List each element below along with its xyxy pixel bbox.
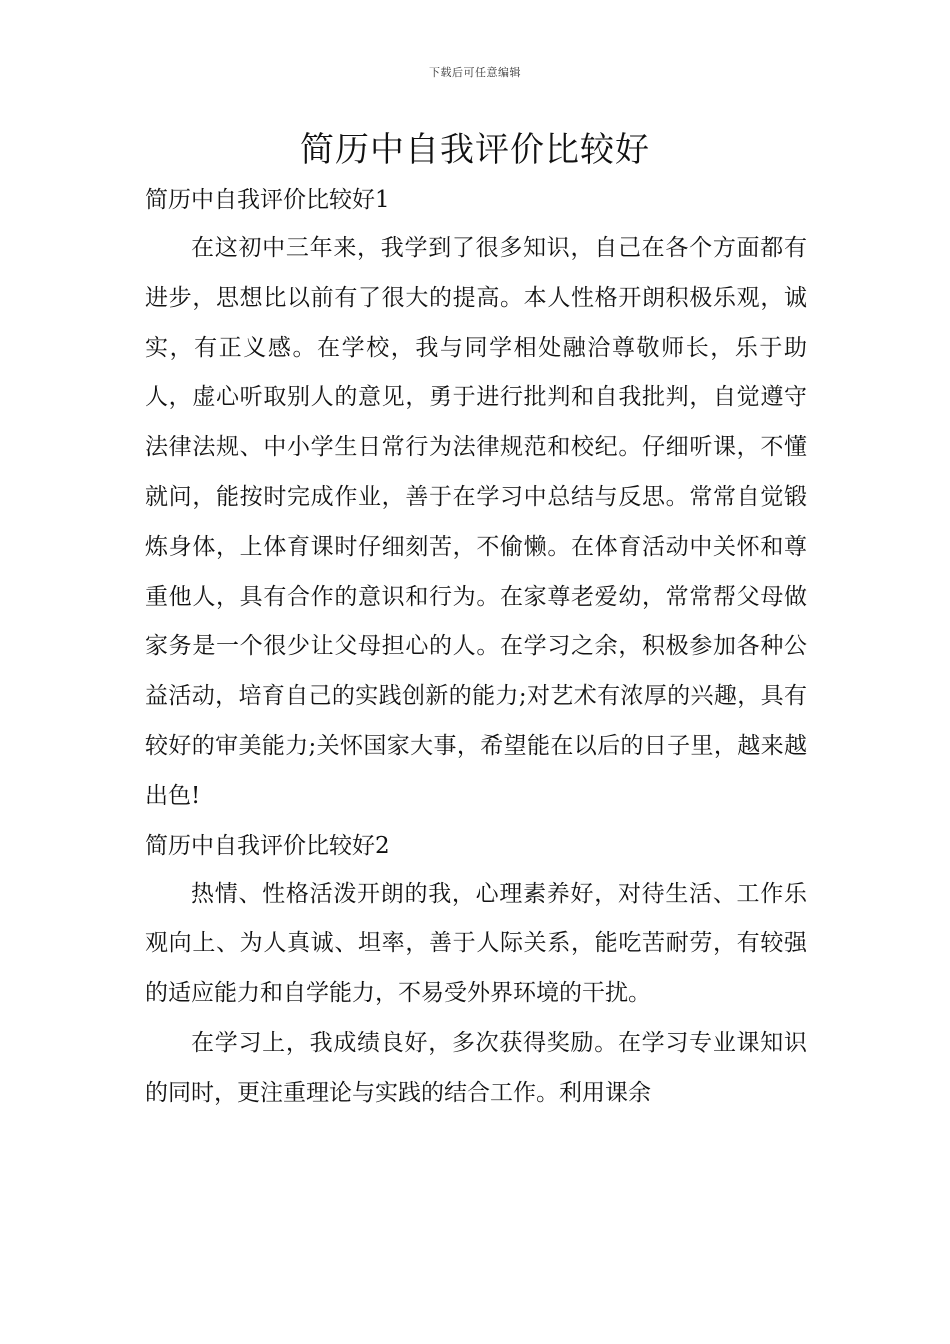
document-title: 简历中自我评价比较好	[300, 130, 650, 170]
section-heading-2: 简历中自我评价比较好2	[145, 832, 390, 859]
document-body	[145, 176, 807, 1119]
header-note: 下载后可任意编辑	[429, 66, 521, 79]
paragraph: 热情、性格活泼开朗的我，心理素养好，对待生活、工作乐观向上、为人真诚、坦率，善于人际关系，能吃苦耐劳，有较强的适应能力和自学能力，不易受外界环境的干扰。	[145, 880, 807, 1007]
paragraph: 在学习上，我成绩良好，多次获得奖励。在学习专业课知识的同时，更注重理论与实践的结合工作。利用课余	[145, 1029, 807, 1106]
section-heading-1: 简历中自我评价比较好1	[145, 187, 390, 213]
paragraph: 在这初中三年来，我学到了很多知识，自己在各个方面都有进步，思想比以前有了很大的提高。本人性格开朗积极乐观，诚实，有正义感。在学校，我与同学相处融洽尊敬师长，乐于助人，虚心听取别人的意见，勇于进行批判和自我批判，自觉遵守法律法规、中小学生日常行为法律规范和校纪。仔细听课，不懂就问，能按时完成作业，善于在学习中总结与反思。常常自觉锻炼身体，上体育课时仔细刻苦，不偷懒。在体育活动中关怀和尊重他人，具有合作的意识和行为。在家尊老爱幼，常常帮父母做家务是一个很少让父母担心的人。在学习之余，积极参加各种公益活动，培育自己的实践创新的能力;对艺术有浓厚的兴趣，具有较好的审美能力;关怀国家大事，希望能在以后的日子里，越来越出色!	[145, 235, 807, 809]
